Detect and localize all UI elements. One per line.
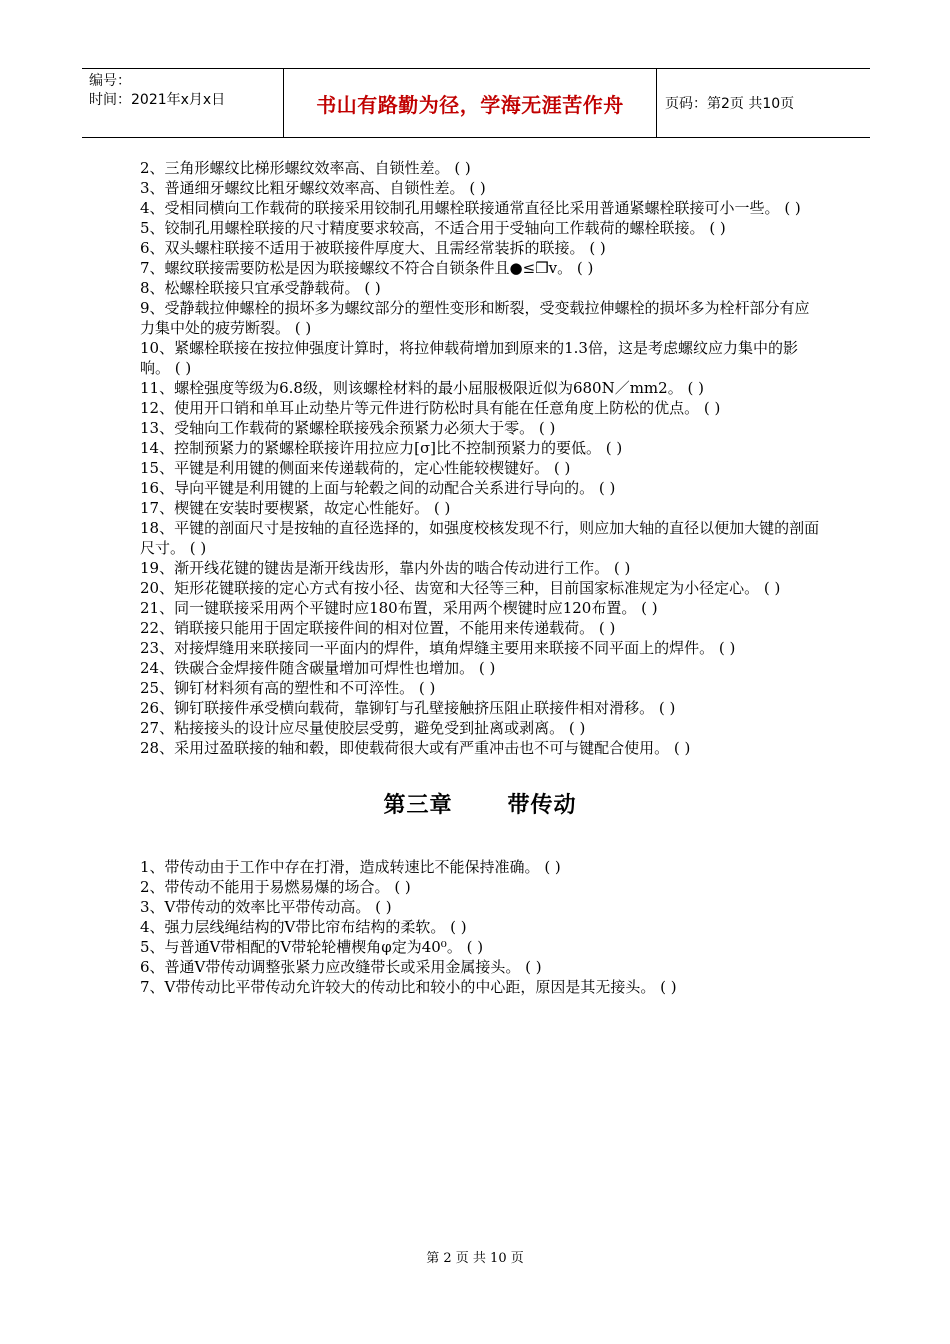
question-item: 20、矩形花键联接的定心方式有按小径、齿宽和大径等三种，目前国家标准规定为小径定心。 ( ) bbox=[140, 579, 781, 597]
header-page-info: 页码：第2页 共10页 bbox=[665, 96, 795, 112]
chapter-title bbox=[140, 788, 820, 819]
question-item: 10、紧螺栓联接在按拉伸强度计算时，将拉伸载荷增加到原来的1.3倍，这是考虑螺纹应力集中的影响。 ( ) bbox=[140, 339, 798, 377]
header-meta bbox=[82, 69, 284, 137]
question-item: 21、同一键联接采用两个平键时应180布置，采用两个楔键时应120布置。 ( ) bbox=[140, 599, 658, 617]
question-item: 16、导向平键是利用键的上面与轮毂之间的动配合关系进行导向的。 ( ) bbox=[140, 479, 616, 497]
question-list-chapter3 bbox=[140, 857, 820, 997]
question-item: 1、带传动由于工作中存在打滑，造成转速比不能保持准确。 ( ) bbox=[140, 858, 561, 876]
question-item: 23、对接焊缝用来联接同一平面内的焊件，填角焊缝主要用来联接不同平面上的焊件。 ( ) bbox=[140, 639, 736, 657]
question-item: 5、与普通V带相配的V带轮轮槽楔角φ定为40⁰。 ( ) bbox=[140, 938, 484, 956]
question-item: 12、使用开口销和单耳止动垫片等元件进行防松时具有能在任意角度上防松的优点。 ( ) bbox=[140, 399, 721, 417]
question-item: 15、平键是利用键的侧面来传递载荷的，定心性能较楔键好。 ( ) bbox=[140, 459, 571, 477]
question-item: 4、受相同横向工作载荷的联接采用铰制孔用螺栓联接通常直径比采用普通紧螺栓联接可小一些。 ( ) bbox=[140, 199, 801, 217]
question-item: 17、楔键在安装时要楔紧，故定心性能好。 ( ) bbox=[140, 499, 451, 517]
question-item: 18、平键的剖面尺寸是按轴的直径选择的，如强度校核发现不行，则应加大轴的直径以便加大键的剖面尺寸。 ( ) bbox=[140, 519, 820, 557]
header-motto: 书山有路勤为径，学海无涯苦作舟 bbox=[284, 69, 657, 137]
question-item: 7、螺纹联接需要防松是因为联接螺纹不符合自锁条件且●≤❒v。 ( ) bbox=[140, 259, 594, 277]
question-item: 2、带传动不能用于易燃易爆的场合。 ( ) bbox=[140, 878, 411, 896]
question-item: 13、受轴向工作载荷的紧螺栓联接残余预紧力必须大于零。 ( ) bbox=[140, 419, 556, 437]
question-item: 8、松螺栓联接只宜承受静载荷。 ( ) bbox=[140, 279, 381, 297]
question-list-section2 bbox=[140, 158, 820, 758]
chapter-number: 第三章 bbox=[383, 793, 453, 818]
question-item: 6、普通V带传动调整张紧力应改缝带长或采用金属接头。 ( ) bbox=[140, 958, 542, 976]
chapter-name: 带传动 bbox=[507, 793, 577, 818]
question-item: 7、V带传动比平带传动允许较大的传动比和较小的中心距，原因是其无接头。 ( ) bbox=[140, 978, 677, 996]
question-item: 27、粘接接头的设计应尽量使胶层受剪，避免受到扯离或剥离。 ( ) bbox=[140, 719, 586, 737]
question-item: 4、强力层线绳结构的V带比帘布结构的柔软。 ( ) bbox=[140, 918, 467, 936]
question-item: 3、普通细牙螺纹比粗牙螺纹效率高、自锁性差。 ( ) bbox=[140, 179, 486, 197]
document-body bbox=[140, 158, 820, 997]
time-label: 时间：2021年x月x日 bbox=[89, 92, 226, 108]
question-item: 24、铁碳合金焊接件随含碳量增加可焊性也增加。 ( ) bbox=[140, 659, 496, 677]
page-header bbox=[82, 68, 870, 138]
question-item: 28、采用过盈联接的轴和毂，即使载荷很大或有严重冲击也不可与键配合使用。 ( ) bbox=[140, 739, 691, 757]
question-item: 25、铆钉材料须有高的塑性和不可淬性。 ( ) bbox=[140, 679, 436, 697]
question-item: 14、控制预紧力的紧螺栓联接许用拉应力[σ]比不控制预紧力的要低。 ( ) bbox=[140, 439, 623, 457]
question-item: 9、受静载拉伸螺栓的损坏多为螺纹部分的塑性变形和断裂，受变载拉伸螺栓的损坏多为栓杆部分有应力集中处的疲劳断裂。 ( ) bbox=[140, 299, 810, 337]
page-footer: 第 2 页 共 10 页 bbox=[426, 1251, 524, 1266]
question-item: 5、铰制孔用螺栓联接的尺寸精度要求较高，不适合用于受轴向工作载荷的螺栓联接。 ( ) bbox=[140, 219, 726, 237]
question-item: 19、渐开线花键的键齿是渐开线齿形，靠内外齿的啮合传动进行工作。 ( ) bbox=[140, 559, 631, 577]
question-item: 6、双头螺柱联接不适用于被联接件厚度大、且需经常装拆的联接。 ( ) bbox=[140, 239, 606, 257]
question-item: 26、铆钉联接件承受横向载荷，靠铆钉与孔壁接触挤压阻止联接件相对滑移。 ( ) bbox=[140, 699, 676, 717]
question-item: 3、V带传动的效率比平带传动高。 ( ) bbox=[140, 898, 392, 916]
number-label: 编号： bbox=[89, 73, 131, 89]
question-item: 22、销联接只能用于固定联接件间的相对位置，不能用来传递载荷。 ( ) bbox=[140, 619, 616, 637]
question-item: 2、三角形螺纹比梯形螺纹效率高、自锁性差。 ( ) bbox=[140, 159, 471, 177]
question-item: 11、螺栓强度等级为6.8级，则该螺栓材料的最小屈服极限近似为680N／mm2。 ( ) bbox=[140, 379, 704, 397]
